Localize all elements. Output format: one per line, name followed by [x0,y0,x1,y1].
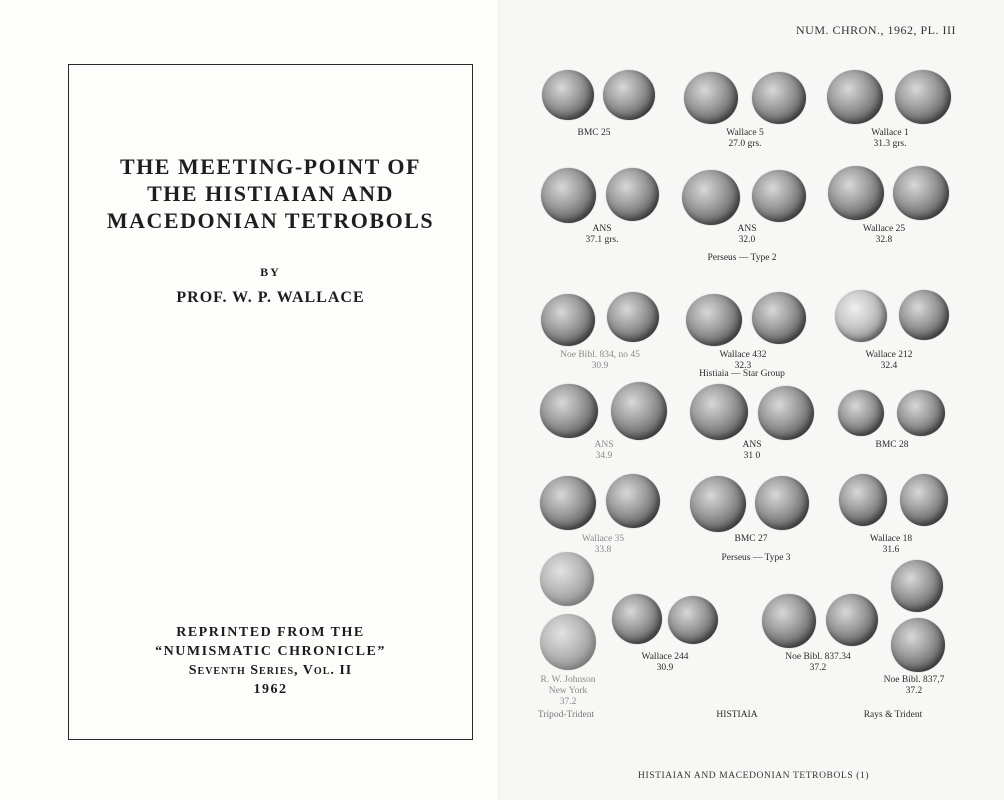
coin-caption: BMC 27 [734,534,768,544]
coin-image [752,72,806,124]
coin-image [540,614,596,670]
coin-image [612,594,662,644]
coin-caption: ANS 32.0 [737,224,757,245]
coin-image [540,552,594,606]
plate-footer: HISTIAIAN AND MACEDONIAN TETROBOLS (1) [638,771,870,781]
title-page-frame [68,64,473,740]
coin-caption: ANS 37.1 grs. [585,224,619,245]
coin-caption: BMC 25 [577,128,611,138]
group-label: Tripod-Trident [537,710,595,720]
coin-image [690,384,748,440]
coin-caption: BMC 28 [875,440,909,450]
coin-image [752,170,806,222]
group-label: HISTIAIA [716,710,758,720]
coin-caption: Noe Bibl. 837,7 37.2 [883,675,945,696]
coin-image [899,290,949,340]
coin-image [752,292,806,344]
coin-image [541,168,596,223]
coin-image [900,474,948,526]
coin-caption: ANS 34.9 [594,440,614,461]
coin-image [690,476,746,532]
coin-image [838,390,884,436]
left-page [0,0,500,800]
coin-image [541,294,595,346]
coin-caption: Wallace 25 32.8 [862,224,906,245]
coin-image [895,70,951,124]
coin-image [755,476,809,530]
coin-image [603,70,655,120]
coin-image [758,386,814,440]
coin-image [839,474,887,526]
title-line: THE HISTIAIAN AND [147,181,394,206]
coin-image [893,166,949,220]
coin-caption: Wallace 212 32.4 [865,350,913,371]
group-label: Histiaia — Star Group [699,369,785,379]
by-label: BY [260,265,281,279]
coin-image [611,382,667,440]
coin-image [684,72,738,124]
coin-image [826,594,878,646]
coin-image [762,594,816,648]
coin-image [891,560,943,612]
coin-image [606,168,659,221]
reprint-year: 1962 [253,682,288,697]
coin-caption: Noe Bibl. 834, no 45 30.9 [560,350,640,371]
title-line: MACEDONIAN TETROBOLS [106,208,435,233]
coin-caption: ANS 31 0 [742,440,762,461]
coin-caption: Wallace 1 31.3 grs. [871,128,909,149]
group-label: Perseus — Type 2 [707,253,777,263]
series-volume: Seventh Series, Vol. II [188,663,353,678]
coin-image [542,70,594,120]
coin-image [686,294,742,346]
coin-image [891,618,945,672]
coin-image [606,474,660,528]
coin-image [828,166,884,220]
coin-image [682,170,740,225]
coin-image [540,384,598,438]
coin-caption: Wallace 244 30.9 [641,652,689,673]
group-label: Rays & Trident [863,710,923,720]
coin-image [835,290,887,342]
coin-caption: Wallace 5 27.0 grs. [726,128,764,149]
group-label: Perseus — Type 3 [721,553,791,563]
reprint-line: REPRINTED FROM THE [176,625,365,640]
reprint-notice [69,623,472,699]
coin-caption: Noe Bibl. 837.34 37.2 [785,652,851,673]
coin-caption: Wallace 18 31.6 [869,534,913,555]
coin-image [827,70,883,124]
title-line: THE MEETING-POINT OF [120,154,421,179]
coin-caption: R. W. Johnson New York 37.2 [540,675,596,707]
coin-caption: Wallace 35 33.8 [581,534,625,555]
journal-name: “NUMISMATIC CHRONICLE” [155,644,386,659]
coin-image [607,292,659,342]
plate-header: NUM. CHRON., 1962, PL. III [796,23,956,37]
book-title [69,153,472,234]
coin-image [668,596,718,644]
author-name: PROF. W. P. WALLACE [176,289,365,306]
coin-caption: Wallace 432 32.3 [719,350,767,371]
coin-image [897,390,945,436]
coin-image [540,476,596,530]
